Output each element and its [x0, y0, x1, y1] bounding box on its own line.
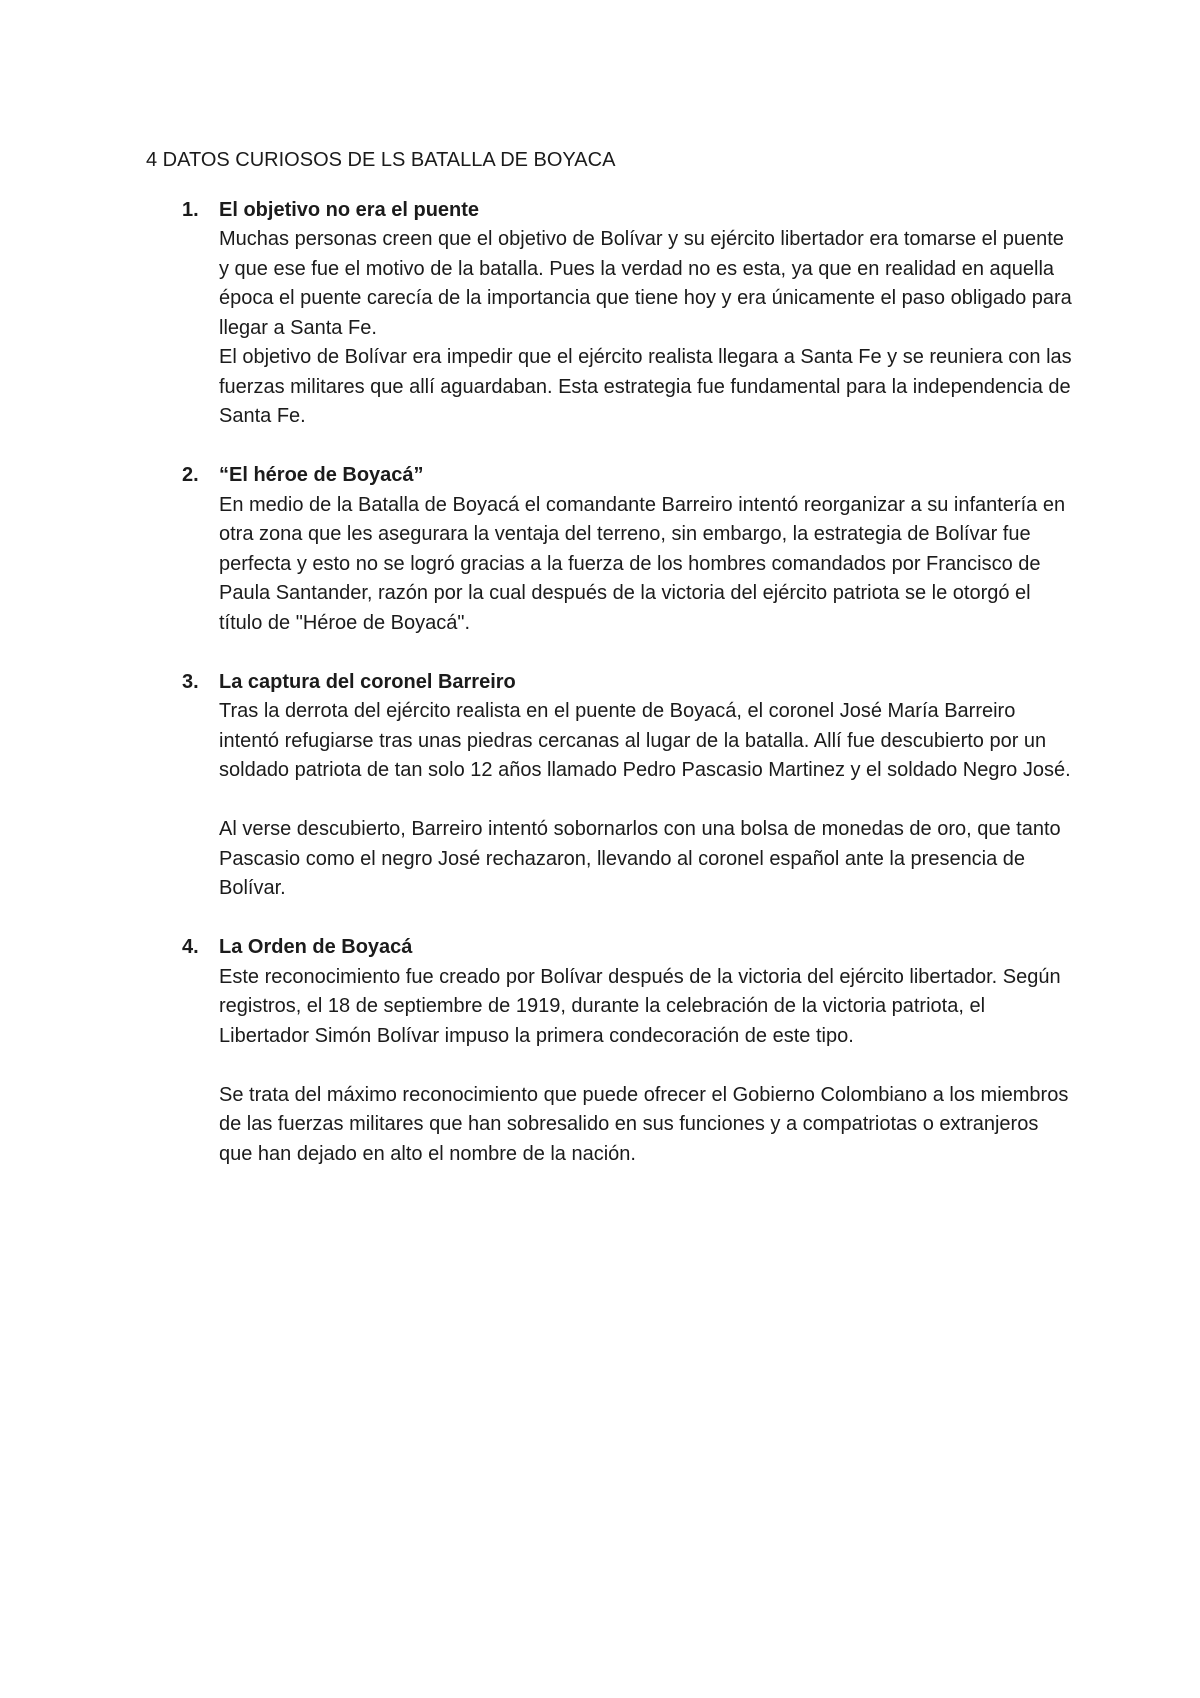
document-content: [146, 146, 1076, 1199]
fact-number: 4.: [182, 936, 199, 958]
fact-heading: “El héroe de Boyacá”: [219, 464, 424, 486]
fact-item-2: [146, 461, 1076, 638]
fact-paragraph: Se trata del máximo reconocimiento que puede ofrecer el Gobierno Colombiano a los miembros de las fuerzas militares que han sobresalido en sus funciones y a compatriotas o extranjeros que han dejado en alto el nombre de la nación.: [219, 1083, 1069, 1165]
fact-paragraph: Tras la derrota del ejército realista en el puente de Boyacá, el coronel José María Barreiro intentó refugiarse tras unas piedras cercanas al lugar de la batalla. Allí fue descubierto por un soldado patriota de tan solo 12 años llamado Pedro Pascasio Martinez y el soldado Negro José.: [219, 700, 1071, 781]
fact-paragraph: Este reconocimiento fue creado por Bolívar después de la victoria del ejército libertador. Según registros, el 18 de septiembre de 1919, durante la celebración de la victoria patriota, el Libertador Simón Bolívar impuso la primera condecoración de este tipo.: [219, 965, 1061, 1047]
fact-heading: La Orden de Boyacá: [219, 936, 413, 958]
fact-paragraph: El objetivo de Bolívar era impedir que el ejército realista llegara a Santa Fe y se reuniera con las fuerzas militares que allí aguardaban. Esta estrategia fue fundamental para la independencia de Santa Fe.: [219, 346, 1072, 427]
fact-number: 1.: [182, 198, 199, 221]
fact-heading: El objetivo no era el puente: [219, 198, 480, 221]
fact-number: 2.: [182, 464, 199, 486]
fact-item-1: [146, 196, 1076, 432]
fact-item-4: [146, 933, 1076, 1169]
fact-paragraph: Al verse descubierto, Barreiro intentó sobornarlos con una bolsa de monedas de oro, que tanto Pascasio como el negro José rechazaron, llevando al coronel español ante la presencia de Bolívar.: [219, 818, 1061, 899]
document-title: 4 DATOS CURIOSOS DE LS BATALLA DE BOYACA: [146, 149, 616, 171]
fact-heading: La captura del coronel Barreiro: [219, 670, 516, 693]
fact-item-3: [146, 668, 1076, 904]
fact-paragraph: Muchas personas creen que el objetivo de Bolívar y su ejército libertador era tomarse el puente y que ese fue el motivo de la batalla. Pues la verdad no es esta, ya que en realidad en aquella época el puente carecía de la importancia que tiene hoy y era únicamente el paso obligado para llegar a Santa Fe.: [219, 228, 1072, 339]
fact-number: 3.: [182, 670, 199, 693]
fact-paragraph: En medio de la Batalla de Boyacá el comandante Barreiro intentó reorganizar a su infantería en otra zona que les asegurara la ventaja del terreno, sin embargo, la estrategia de Bolívar fue perfecta y esto no se logró gracias a la fuerza de los hombres comandados por Francisco de Paula Santander, razón por la cual después de la victoria del ejército patriota se le otorgó el título de "Héroe de Boyacá".: [219, 493, 1066, 634]
facts-list: [146, 196, 1076, 1170]
